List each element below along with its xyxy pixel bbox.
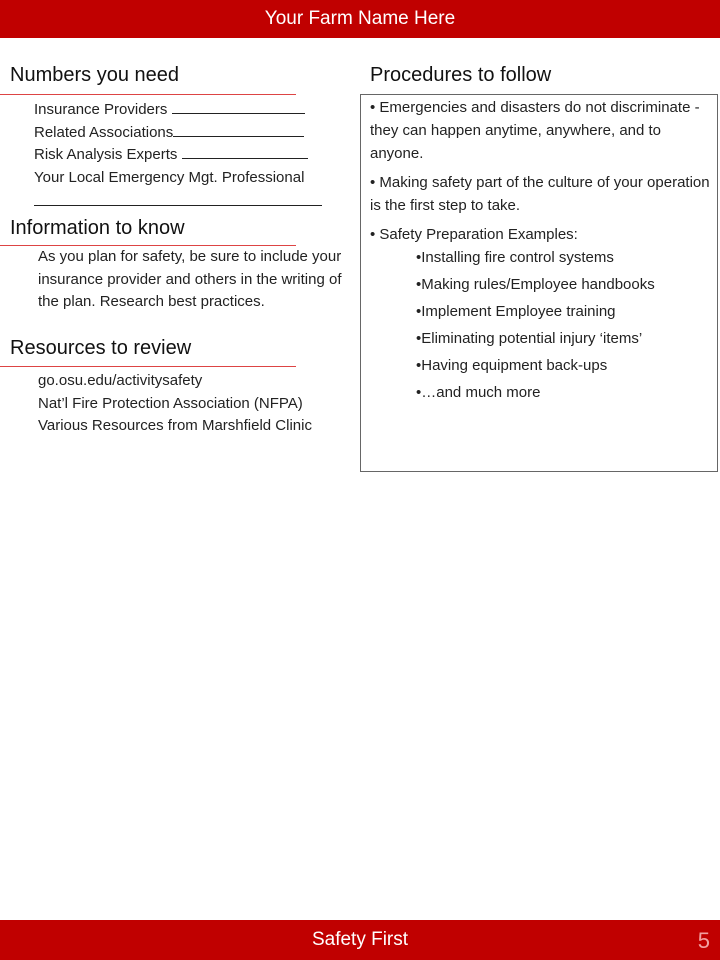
numbers-underline [0,94,296,95]
list-item: •Eliminating potential injury ‘items’ [416,330,643,347]
list-item: • Safety Preparation Examples: [370,226,578,243]
list-item: Related Associations [34,122,322,145]
examples-list [416,244,655,406]
procedures-bullets [370,96,710,252]
info-text: As you plan for safety, be sure to include your insurance provider and others in the writing of the plan. Research best practices. [38,248,342,310]
list-item: •Implement Employee training [416,303,616,320]
list-item: •Having equipment back-ups [416,357,608,374]
resources-heading: Resources to review [10,337,192,359]
page-number: 5 [697,928,710,953]
fill-in-line [173,122,304,137]
list-item: •Installing fire control systems [416,249,614,266]
list-item: Risk Analysis Experts [34,144,322,167]
farm-name-header: Your Farm Name Here [0,0,720,38]
fill-in-line [34,191,322,206]
list-item: •…and much more [416,384,541,401]
list-item: • Making safety part of the culture of your operation is the first step to take. [370,174,710,214]
list-item: •Making rules/Employee handbooks [416,276,655,293]
resources-list [38,370,312,438]
info-text-block [38,246,356,314]
procedures-heading: Procedures to follow [370,64,552,86]
fill-in-line [182,144,308,159]
list-item: Various Resources from Marshfield Clinic [38,417,312,434]
footer-text: Safety First [311,929,409,950]
list-item: Your Local Emergency Mgt. Professional [34,168,305,186]
list-item: Insurance Providers [34,99,322,122]
footer-bar [0,920,720,960]
fill-in-line [172,99,305,114]
info-heading: Information to know [10,217,185,239]
resources-underline [0,366,296,367]
list-item: go.osu.edu/activitysafety [38,372,203,389]
numbers-heading: Numbers you need [10,64,179,86]
list-item: • Emergencies and disasters do not discriminate - they can happen anytime, anywhere, and to anyone. [370,99,700,162]
list-item: Nat’l Fire Protection Association (NFPA) [38,394,303,412]
numbers-list [34,99,322,206]
